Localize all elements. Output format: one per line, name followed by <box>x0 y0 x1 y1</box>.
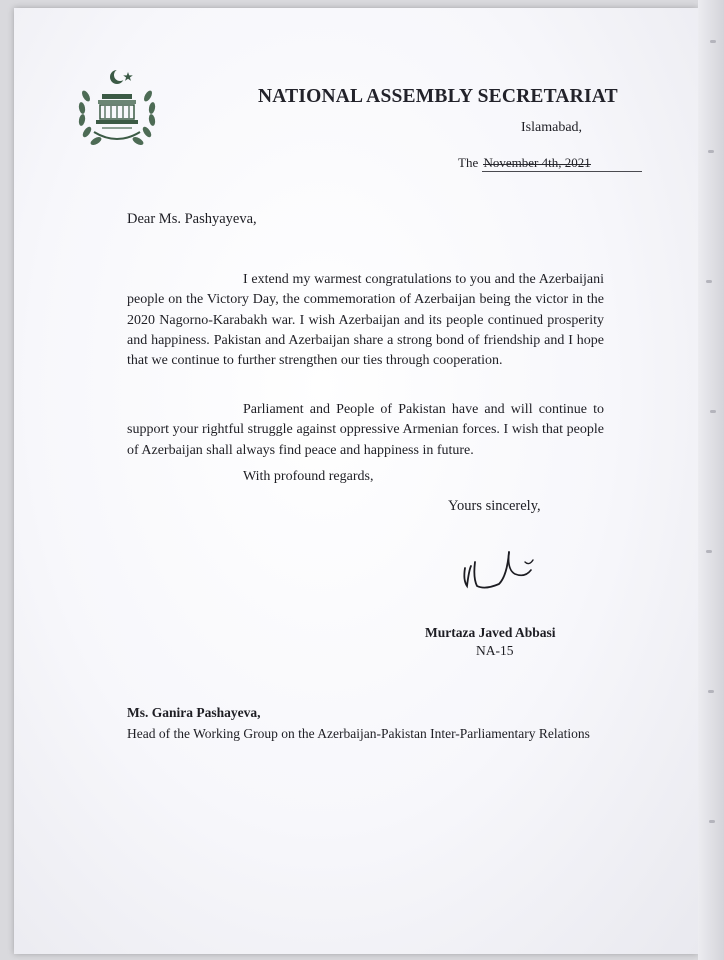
recipient-title: Head of the Working Group on the Azerbaijan-Pakistan Inter-Parliamentary Relations <box>127 726 590 741</box>
signer-constituency: NA-15 <box>476 643 514 658</box>
body-paragraph-2: Parliament and People of Pakistan have and will continue to support your rightful struggle against oppressive Armenian forces. I wish that people of Azerbaijan shall always find peace and happiness in future. <box>127 402 604 458</box>
page-edge-shadow <box>698 0 724 960</box>
body-paragraph-1: I extend my warmest congratulations to you and the Azerbaijani people on the Victory Day, the commemoration of Azerbaijan being the victor in the 2020 Nagorno-Karabakh war. I wish Azerbaijan and its people continued prosperity and happiness. Pakistan and Azerbaijan share a strong bond of friendship and I hope that we continue to further strengthen our ties through cooperation. <box>127 272 604 369</box>
date-underline <box>482 171 642 172</box>
location-city: Islamabad, <box>521 120 583 135</box>
handwritten-signature-icon <box>455 540 550 595</box>
closing-line: Yours sincerely, <box>448 498 541 514</box>
national-assembly-emblem-icon <box>72 66 162 156</box>
recipient-name: Ms. Ganira Pashayeva, <box>127 705 261 720</box>
regards-line: With profound regards, <box>243 469 374 484</box>
organization-title: NATIONAL ASSEMBLY SECRETARIAT <box>258 86 618 107</box>
salutation: Dear Ms. Pashyayeva, <box>127 211 257 227</box>
signer-name: Murtaza Javed Abbasi <box>425 625 556 640</box>
date-prefix: The <box>458 155 479 170</box>
date-value: November 4th, 2021 <box>483 155 591 170</box>
date-line <box>458 155 591 171</box>
